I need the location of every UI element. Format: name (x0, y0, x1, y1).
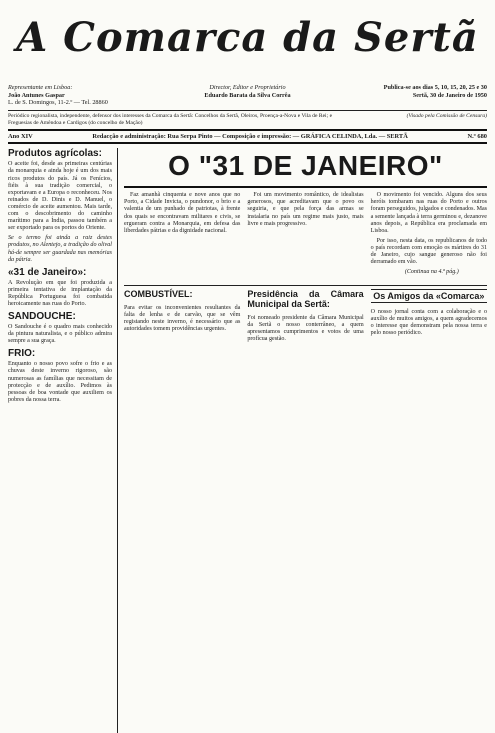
section-heading: Presidência da Câmara Municipal da Sertã: (247, 288, 364, 309)
newspaper-title: A Comarca da Sertã (16, 14, 479, 61)
tagline: Periódico regionalista, independente, defensor dos interesses da Comarca da Sertã: Concelhos da Sertã, Oleiros, Proença-a-Nova e Vila de Rei; e Freguesias de Amêndoa e Cardigos (do concelho de Mação) (Visado pela Comissão de Censura) (8, 110, 487, 127)
paragraph: A Revolução em que foi produzida a primeira tentativa de implantação da República Portuguesa foi combatida heroicamente nas ruas do Porto. (8, 279, 112, 307)
paragraph: Para evitar os inconvenientes resultantes da falta de lenha e de carvão, que se vêm registando neste inverno, é necessário que as autoridades tomem providências urgentes. (124, 304, 241, 333)
paragraph: Por isso, nesta data, os republicanos de todo o país recordam com emoção os mártires do 31 de Janeiro, cujo sangue generoso não foi derramado em vão. (370, 237, 487, 265)
article-column (124, 192, 240, 279)
paragraph: Faz amanhã cinquenta e nove anos que no Porto, a Cidade Invicta, o pundonor, o brio e a valentia de um punhado de patriotas, à frente dos quais se encontravam militares e civis, se ergueram contra a Monarquia, em defesa das liberdades pátrias e da dignidade nacional. (124, 192, 241, 234)
left-column (8, 148, 118, 733)
main-area (124, 148, 487, 733)
paragraph: O aceite foi, desde as primeiras centúrias da monarquia e ainda hoje é um dos mais ricos produtos do país. Já os Fenícios, fiéis à sua tradição comercial, o exportavam e a Europa o reconheceu. Nos reinados de D. Dinis e D. Manuel, o comércio de aceite aumentou. Mais tarde, com o descobrimento do caminho marítimo para a Índia, passou também a ser exportado para os portos do Oriente. (8, 161, 112, 232)
masthead (8, 12, 487, 82)
article-columns (124, 192, 487, 279)
section-heading: FRIO: (8, 348, 36, 360)
paragraph: Foi nomeado presidente da Câmara Municipal da Sertã o nosso conterrâneo, a quem apresentamos cumprimentos e votos de uma profícua gestão. (247, 314, 364, 343)
lower-column (247, 289, 363, 349)
publication-date: Publica-se aos dias 5, 10, 15, 20, 25 e 30 Sertã, 30 de Janeiro de 1950 (383, 84, 487, 99)
lower-column (371, 289, 487, 349)
article-headline: O "31 DE JANEIRO" (124, 148, 487, 188)
page-content (8, 148, 487, 733)
continuation-note: (Continua na 4.ª pág.) (404, 268, 459, 275)
section-heading: Produtos agrícolas: (8, 148, 102, 160)
paragraph: Enquanto o nosso povo sofre o frio e as chuvas deste inverno rigoroso, são numerosas as famílias que necessitam de protecção e de auxílio. Pedimos às pessoas de boa vontade que auxiliem os pobres da nossa terra. (8, 361, 112, 403)
admin-address: Redacção e administração: Rua Serpa Pinto — Composição e impressão: — GRÁFICA CELINDA, Lda. — SERTÃ (92, 133, 408, 141)
paragraph: O movimento foi vencido. Alguns dos seus heróis tombaram nas ruas do Porto e outros foram perseguidos, julgados e condenados. Mas a semente lançada à terra germinou e, dezanove anos depois, a República era proclamada em Lisboa. (370, 192, 487, 234)
masthead-info-row (8, 84, 487, 107)
director-info: Director, Editor e Proprietário Eduardo Barata da Silva Corrêa (204, 84, 291, 99)
paragraph: Se o termo foi ainda a raiz destes produtos, no Alentejo, a tradição do olival há-de sempre ser guardada nas memórias da pátria. (8, 235, 112, 263)
section-heading: COMBUSTÍVEL: (124, 288, 193, 299)
section-heading: Os Amigos da «Comarca» (371, 289, 487, 303)
article-column (371, 192, 487, 279)
lower-section (124, 285, 487, 349)
lower-column (124, 289, 240, 349)
paragraph: O nosso jornal conta com a colaboração e o auxílio de muitos amigos, a quem agradecemos o interesse que demonstram pela nossa terra e pelo nosso periódico. (370, 308, 487, 337)
representative-info: Representante em Lisboa: João Antunes Gaspar L. de S. Domingos, 11-2.º — Tel. 28860 (8, 84, 108, 107)
paragraph: O Sandouche é o quadro mais conhecido da pintura naturalista, e o público admira sempre a sua graça. (8, 324, 112, 345)
info-bar (8, 129, 487, 144)
issue-year: Ano XIV (8, 133, 33, 141)
article-column (247, 192, 363, 279)
paragraph: Foi um movimento romântico, de idealistas generosos, que acreditavam que o povo os seguiria, e que pela força das armas se instalaria no país um regime mais justo, mais livre e mais progressivo. (247, 192, 364, 227)
issue-number: N.º 680 (467, 133, 487, 141)
section-heading: «31 de Janeiro»: (8, 266, 87, 278)
section-heading: SANDOUCHE: (8, 311, 76, 323)
